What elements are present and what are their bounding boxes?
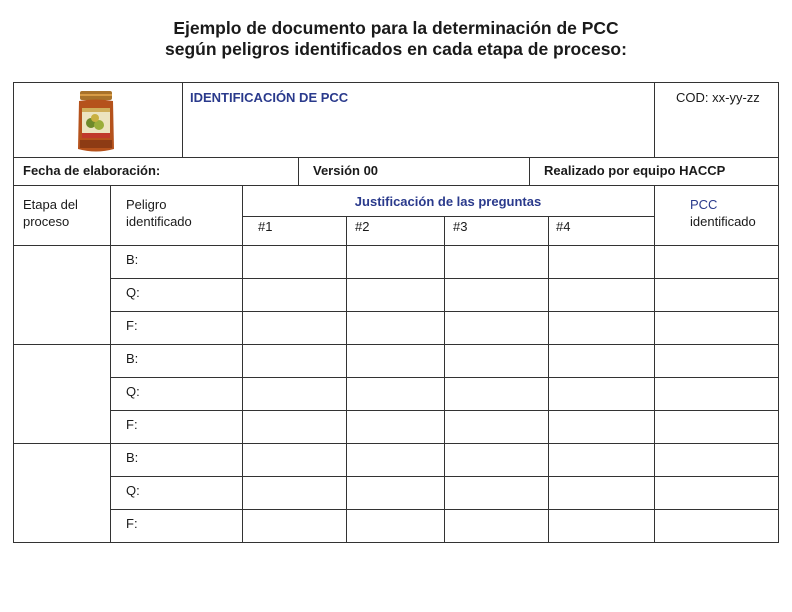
hazard-biological: B: <box>126 450 139 465</box>
title-line-2: según peligros identificados en cada etapa de proceso: <box>165 39 627 59</box>
date-label: Fecha de elaboración: <box>23 163 161 178</box>
hazard-physical: F: <box>126 516 138 531</box>
hazard-chemical: Q: <box>126 384 140 399</box>
hazard-biological: B: <box>126 351 139 366</box>
hazard-chemical: Q: <box>126 285 140 300</box>
question-4: #4 <box>556 219 571 234</box>
col-header-justification: Justificación de las preguntas <box>354 194 542 209</box>
hazard-chemical: Q: <box>126 483 140 498</box>
document-title <box>0 18 792 60</box>
question-3: #3 <box>453 219 468 234</box>
hazard-biological: B: <box>126 252 139 267</box>
col-header-stage: Etapa del proceso <box>23 197 78 229</box>
question-2: #2 <box>355 219 370 234</box>
version-label: Versión 00 <box>313 163 379 178</box>
hazard-physical: F: <box>126 318 138 333</box>
document-code: COD: xx-yy-zz <box>676 90 760 105</box>
hazard-physical: F: <box>126 417 138 432</box>
made-by-label: Realizado por equipo HACCP <box>544 163 726 178</box>
question-1: #1 <box>258 219 273 234</box>
title-line-1: Ejemplo de documento para la determinación de PCC <box>173 18 619 38</box>
col-header-pcc: PCC identificado <box>690 197 756 229</box>
col-header-hazard: Peligro identificado <box>126 197 192 229</box>
identification-label: IDENTIFICACIÓN DE PCC <box>190 90 349 105</box>
jar-product-icon <box>76 91 116 155</box>
